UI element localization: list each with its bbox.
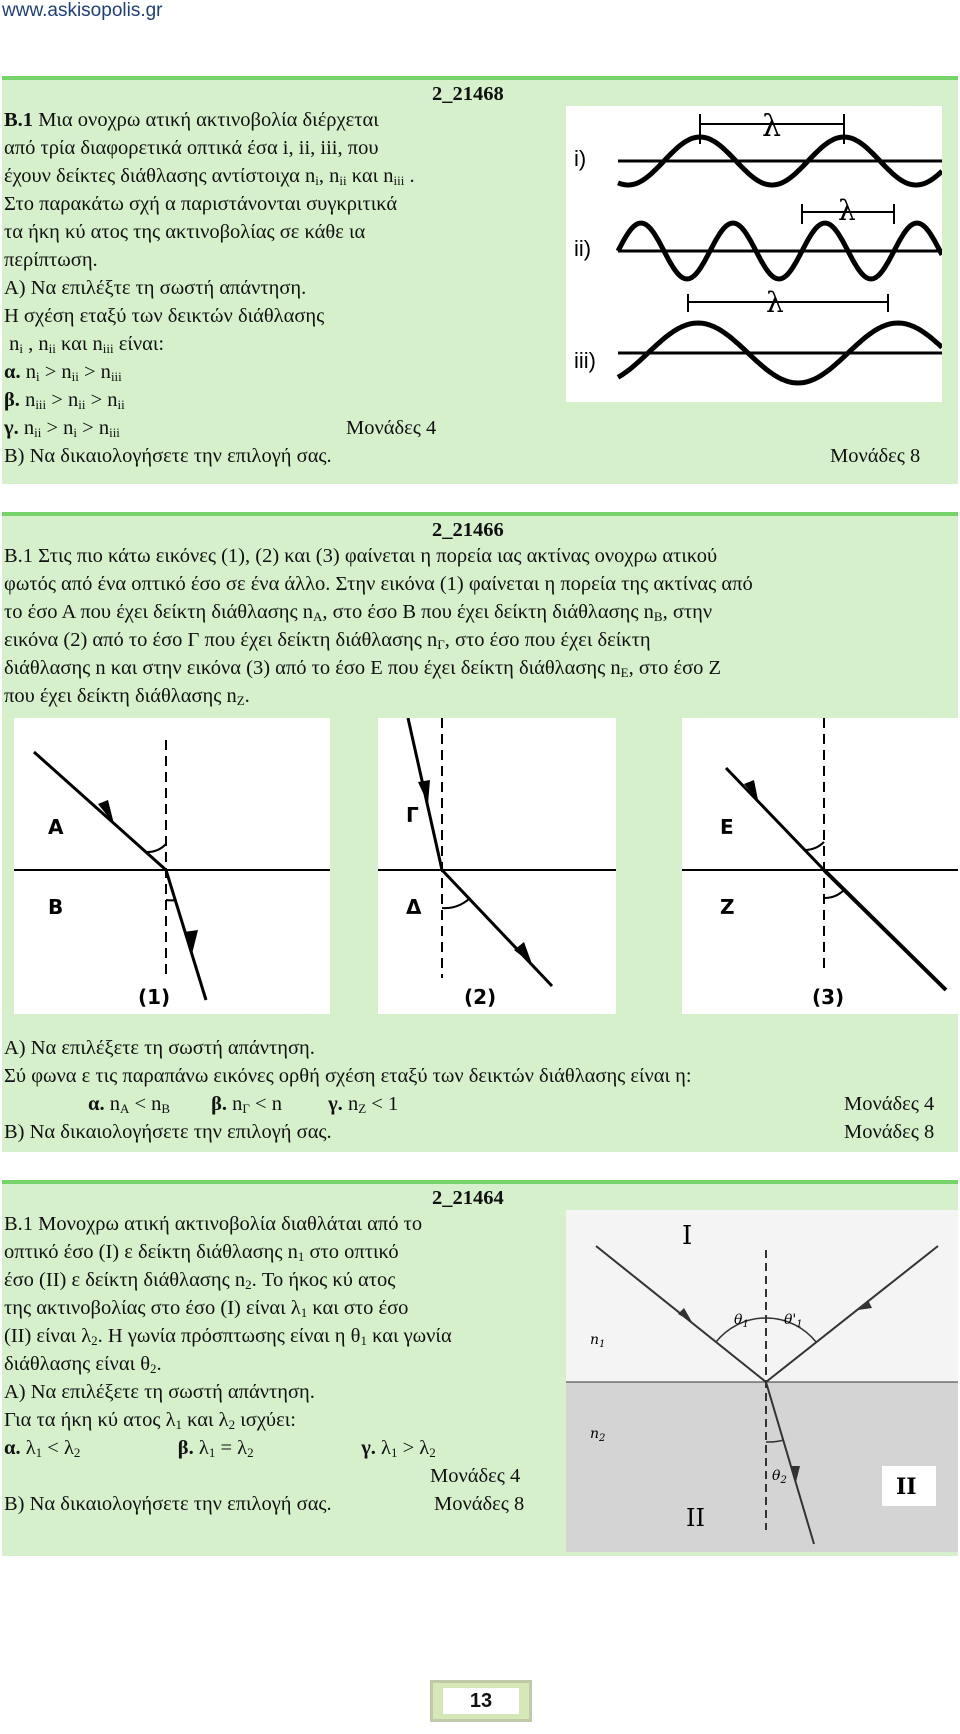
q1-line-7: Α) Να επιλέξτε τη σωστή απάντηση. (4, 277, 307, 299)
question-code: 2_21464 (432, 1187, 504, 1209)
refraction-figure-2 (378, 718, 616, 1014)
question-code: 2_21468 (432, 83, 504, 105)
theta1-prime-label: $\theta'_1$ (784, 1312, 803, 1330)
q3-line-1: Β.1 Μονοχρω ατική ακτινοβολία διαθλάται από το (4, 1213, 423, 1235)
q1-line-4: Στο παρακάτω σχή α παριστάνονται συγκριτικά (4, 193, 398, 215)
q3-points-8: Μονάδες 8 (434, 1493, 525, 1515)
q1-option-a: α. $n_i > n_{ii} > n_{iii}$ (4, 361, 122, 384)
q3-line-3: έσο (ΙΙ) ε δείκτη διάθλασης $n_2$. Το ήκος κύ ατος (4, 1269, 396, 1292)
q2-para-2: φωτός από ένα οπτικό έσο σε ένα άλλο. Στην εικόνα (1) φαίνεται η πορεία της ακτίνας από (4, 573, 753, 595)
medium-D: Δ (406, 895, 422, 919)
site-url[interactable]: www.askisopolis.gr (2, 0, 163, 21)
q3-line-8: Για τα ήκη κύ ατος $\lambda_1$ και $\lambda_2$ ισχύει: (4, 1409, 296, 1432)
question-2-21464 (2, 1180, 958, 1556)
q1-line-5: τα ήκη κύ ατος της ακτινοβολίας σε κάθε ια (4, 221, 366, 243)
question-2-21466 (2, 512, 958, 1152)
medium-G: Γ (406, 803, 419, 827)
q3-line-2: οπτικό έσο (Ι) ε δείκτη διάθλασης $n_1$ στο οπτικό (4, 1241, 399, 1264)
page-number-box (430, 1680, 532, 1722)
q3-points-4: Μονάδες 4 (430, 1465, 521, 1487)
refraction-figure-q3 (566, 1210, 958, 1552)
q2-para-5: διάθλασης n και στην εικόνα (3) από το έσο Ε που έχει δείκτη διάθλασης $n_E$, στο έσο Ζ (4, 657, 722, 680)
figure-num-1: (1) (138, 985, 171, 1009)
n2-label: $n_2$ (590, 1426, 606, 1444)
wave-label-i: i) (574, 146, 587, 171)
lambda-ii: λ (838, 194, 856, 227)
q3-options: α. $\lambda_1 < \lambda_2$ β. $\lambda_1 = \lambda_2$ γ. $\lambda_1 > \lambda_2$ (4, 1437, 436, 1460)
medium-I-label: Ι (682, 1221, 693, 1251)
page-number: 13 (443, 1688, 519, 1714)
q2-para-3: το έσο Α που έχει δείκτη διάθλασης $n_A$, στο έσο Β που έχει δείκτη διάθλασης $n_B$, στην (4, 601, 713, 624)
theta1-label: $\theta_1$ (734, 1312, 749, 1330)
medium-E: Ε (720, 815, 734, 839)
q2-para-1: Β.1 Στις πιο κάτω εικόνες (1), (2) και (3) φαίνεται η πορεία ιας ακτίνας ονοχρω ατικού (4, 545, 718, 567)
q2-justify: Β) Να δικαιολογήσετε την επιλογή σας. (4, 1121, 332, 1143)
question-2-21468 (2, 76, 958, 484)
medium-A: Α (48, 815, 64, 839)
refraction-figure-3 (682, 718, 958, 1014)
wave-label-ii: ii) (574, 236, 592, 261)
medium-II-label: ΙΙ (686, 1504, 705, 1532)
theta2-label: $\theta_2$ (772, 1468, 787, 1486)
medium-B: Β (48, 895, 64, 919)
q1-option-b: β. $n_{iii} > n_{ii} > n_{ii}$ (4, 389, 125, 412)
question-code: 2_21466 (432, 519, 504, 541)
q3-line-7: Α) Να επιλέξετε τη σωστή απάντηση. (4, 1381, 315, 1403)
q2-para-4: εικόνα (2) από το έσο Γ που έχει δείκτη διάθλασης $n_\Gamma$, στο έσο που έχει δείκτη (4, 629, 651, 652)
q1-line-9: $n_i$ , $n_{ii}$ και $n_{iii}$ είναι: (4, 333, 165, 356)
q2-options: α. $n_A < n_B$ β. $n_\Gamma < n$ γ. $n_Z < 1$ (88, 1093, 399, 1116)
n1-label: $n_1$ (590, 1332, 606, 1350)
q2-part-a: Α) Να επιλέξετε τη σωστή απάντηση. (4, 1037, 315, 1059)
q2-part-a-2: Σύ φωνα ε τις παραπάνω εικόνες ορθή σχέση εταξύ των δεικτών διάθλασης είναι η: (4, 1065, 692, 1087)
wave-figure (566, 106, 942, 402)
q1-line-8: Η σχέση εταξύ των δεικτών διάθλασης (4, 305, 325, 327)
refraction-figure-1 (14, 718, 330, 1014)
wave-label-iii: iii) (574, 348, 596, 373)
q1-line-6: περίπτωση. (4, 249, 98, 271)
figure-num-2: (2) (464, 985, 497, 1009)
lambda-iii: λ (766, 286, 784, 319)
wave-diagram (566, 106, 942, 402)
q3-justify: Β) Να δικαιολογήσετε την επιλογή σας. (4, 1493, 332, 1515)
q2-para-6: που έχει δείκτη διάθλασης $n_Z$. (4, 685, 250, 708)
lambda-i: λ (762, 109, 782, 144)
q3-line-4: της ακτινοβολίας στο έσο (Ι) είναι $\lambda_1$ και στο έσο (4, 1297, 409, 1320)
q1-points-8: Μονάδες 8 (830, 445, 921, 467)
q1-line-3: έχουν δείκτες διάθλασης αντίστοιχα $n_i$, $n_{ii}$ και $n_{iii}$ . (4, 165, 415, 188)
q1-line-1: Β.1 Μια ονοχρω ατική ακτινοβολία διέρχεται (4, 109, 379, 131)
q1-option-c: γ. $n_{ii} > n_i > n_{iii}$ (4, 417, 120, 440)
medium-II-box-label: ΙΙ (896, 1474, 917, 1500)
medium-Z: Ζ (720, 895, 735, 919)
q2-points-8: Μονάδες 8 (844, 1121, 935, 1143)
q1-line-2: από τρία διαφορετικά οπτικά έσα i, ii, iii, που (4, 137, 379, 159)
q3-line-6: διάθλασης είναι $\theta_2$. (4, 1353, 162, 1376)
q3-line-5: (ΙΙ) είναι $\lambda_2$. Η γωνία πρόσπτωσης είναι η $\theta_1$ και γωνία (4, 1325, 452, 1348)
figure-num-3: (3) (812, 985, 845, 1009)
q1-justify: Β) Να δικαιολογήσετε την επιλογή σας. (4, 445, 332, 467)
q1-points-4: Μονάδες 4 (346, 417, 437, 439)
q2-points-4: Μονάδες 4 (844, 1093, 935, 1115)
